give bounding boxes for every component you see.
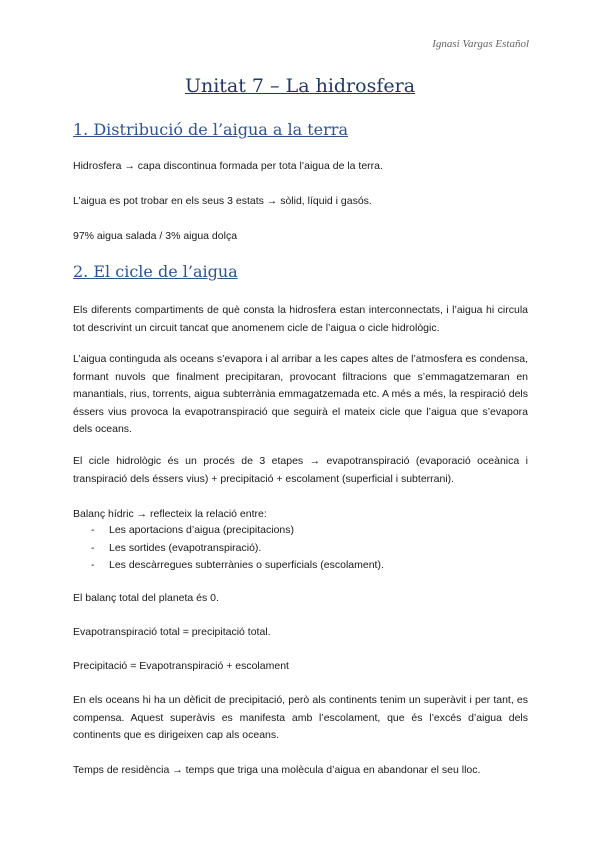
- dash-bullet: -: [91, 541, 95, 554]
- paragraph-evapotranspiration-total: Evapotranspiració total = precipitació total.: [73, 626, 271, 638]
- paragraph-total-balance: El balanç total del planeta és 0.: [73, 592, 219, 604]
- paragraph-hidrosfera: Hidrosfera → capa discontinua formada per tota l’aigua de la terra.: [73, 160, 383, 172]
- paragraph-precipitation-formula: Precipitació = Evapotranspiració + escolament: [73, 660, 289, 672]
- paragraph-evaporation: L’aigua continguda als oceans s’evapora i al arribar a les capes altes de l’atmosfera es condensa, formant nuvols que finalment precipitaran, provocant filtracions que s’emmagatzemaran en manantials, rius, torrents, aigua subterrània emmagatzemada etc. A més a més, la respiració dels éssers vius provoca la evapotranspiració que seguirà el mateix cicle que l’aigua que s’evapora dels oceans.: [73, 353, 528, 436]
- list-item: [73, 557, 384, 575]
- document-title: Unitat 7 – La hidrosfera: [184, 75, 416, 97]
- header-author: Ignasi Vargas Estañol: [432, 38, 529, 50]
- balance-list: [73, 522, 384, 575]
- paragraph-water-ratio: 97% aigua salada / 3% aigua dolça: [73, 230, 238, 242]
- list-item: [73, 540, 384, 558]
- paragraph-balance-intro: Balanç hídric → reflecteix la relació entre:: [73, 508, 267, 520]
- section-heading-water-cycle: 2. El cicle de l’aigua: [73, 262, 238, 281]
- list-item: [73, 522, 384, 540]
- paragraph-compartments: Els diferents compartiments de què consta la hidrosfera estan interconnectats, i l’aigua hi circula tot descrivint un circuit tancat que anomenem cicle de l’aigua o cicle hidrològic.: [73, 304, 528, 334]
- dash-bullet: -: [91, 559, 95, 572]
- paragraph-hydrological-cycle: El cicle hidrològic és un procés de 3 etapes → evapotranspiració (evaporació oceànica i transpiració dels éssers vius) + precipitació + escolament (superficial i subterrani).: [73, 455, 528, 485]
- list-item-text: Les sortides (evapotranspiració).: [109, 541, 262, 554]
- list-item-text: Les descàrregues subterrànies o superficials (escolament).: [109, 559, 384, 572]
- paragraph-oceans-deficit: En els oceans hi ha un dèficit de precipitació, però als continents tenim un superàvit i per tant, es compensa. Aquest superàvis es manifesta amb l’escolament, que és l’excés d’aigua dels continents que es dirigeixen cap als oceans.: [73, 694, 528, 742]
- section-heading-distribution: 1. Distribució de l’aigua a la terra: [73, 120, 348, 139]
- paragraph-states: L’aigua es pot trobar en els seus 3 estats → sòlid, líquid i gasós.: [73, 195, 372, 207]
- dash-bullet: -: [91, 524, 95, 536]
- list-item-text: Les aportacions d’aigua (precipitacions): [109, 524, 295, 536]
- paragraph-residence-time: Temps de residència → temps que triga una molècula d’aigua en abandonar el seu lloc.: [73, 764, 481, 776]
